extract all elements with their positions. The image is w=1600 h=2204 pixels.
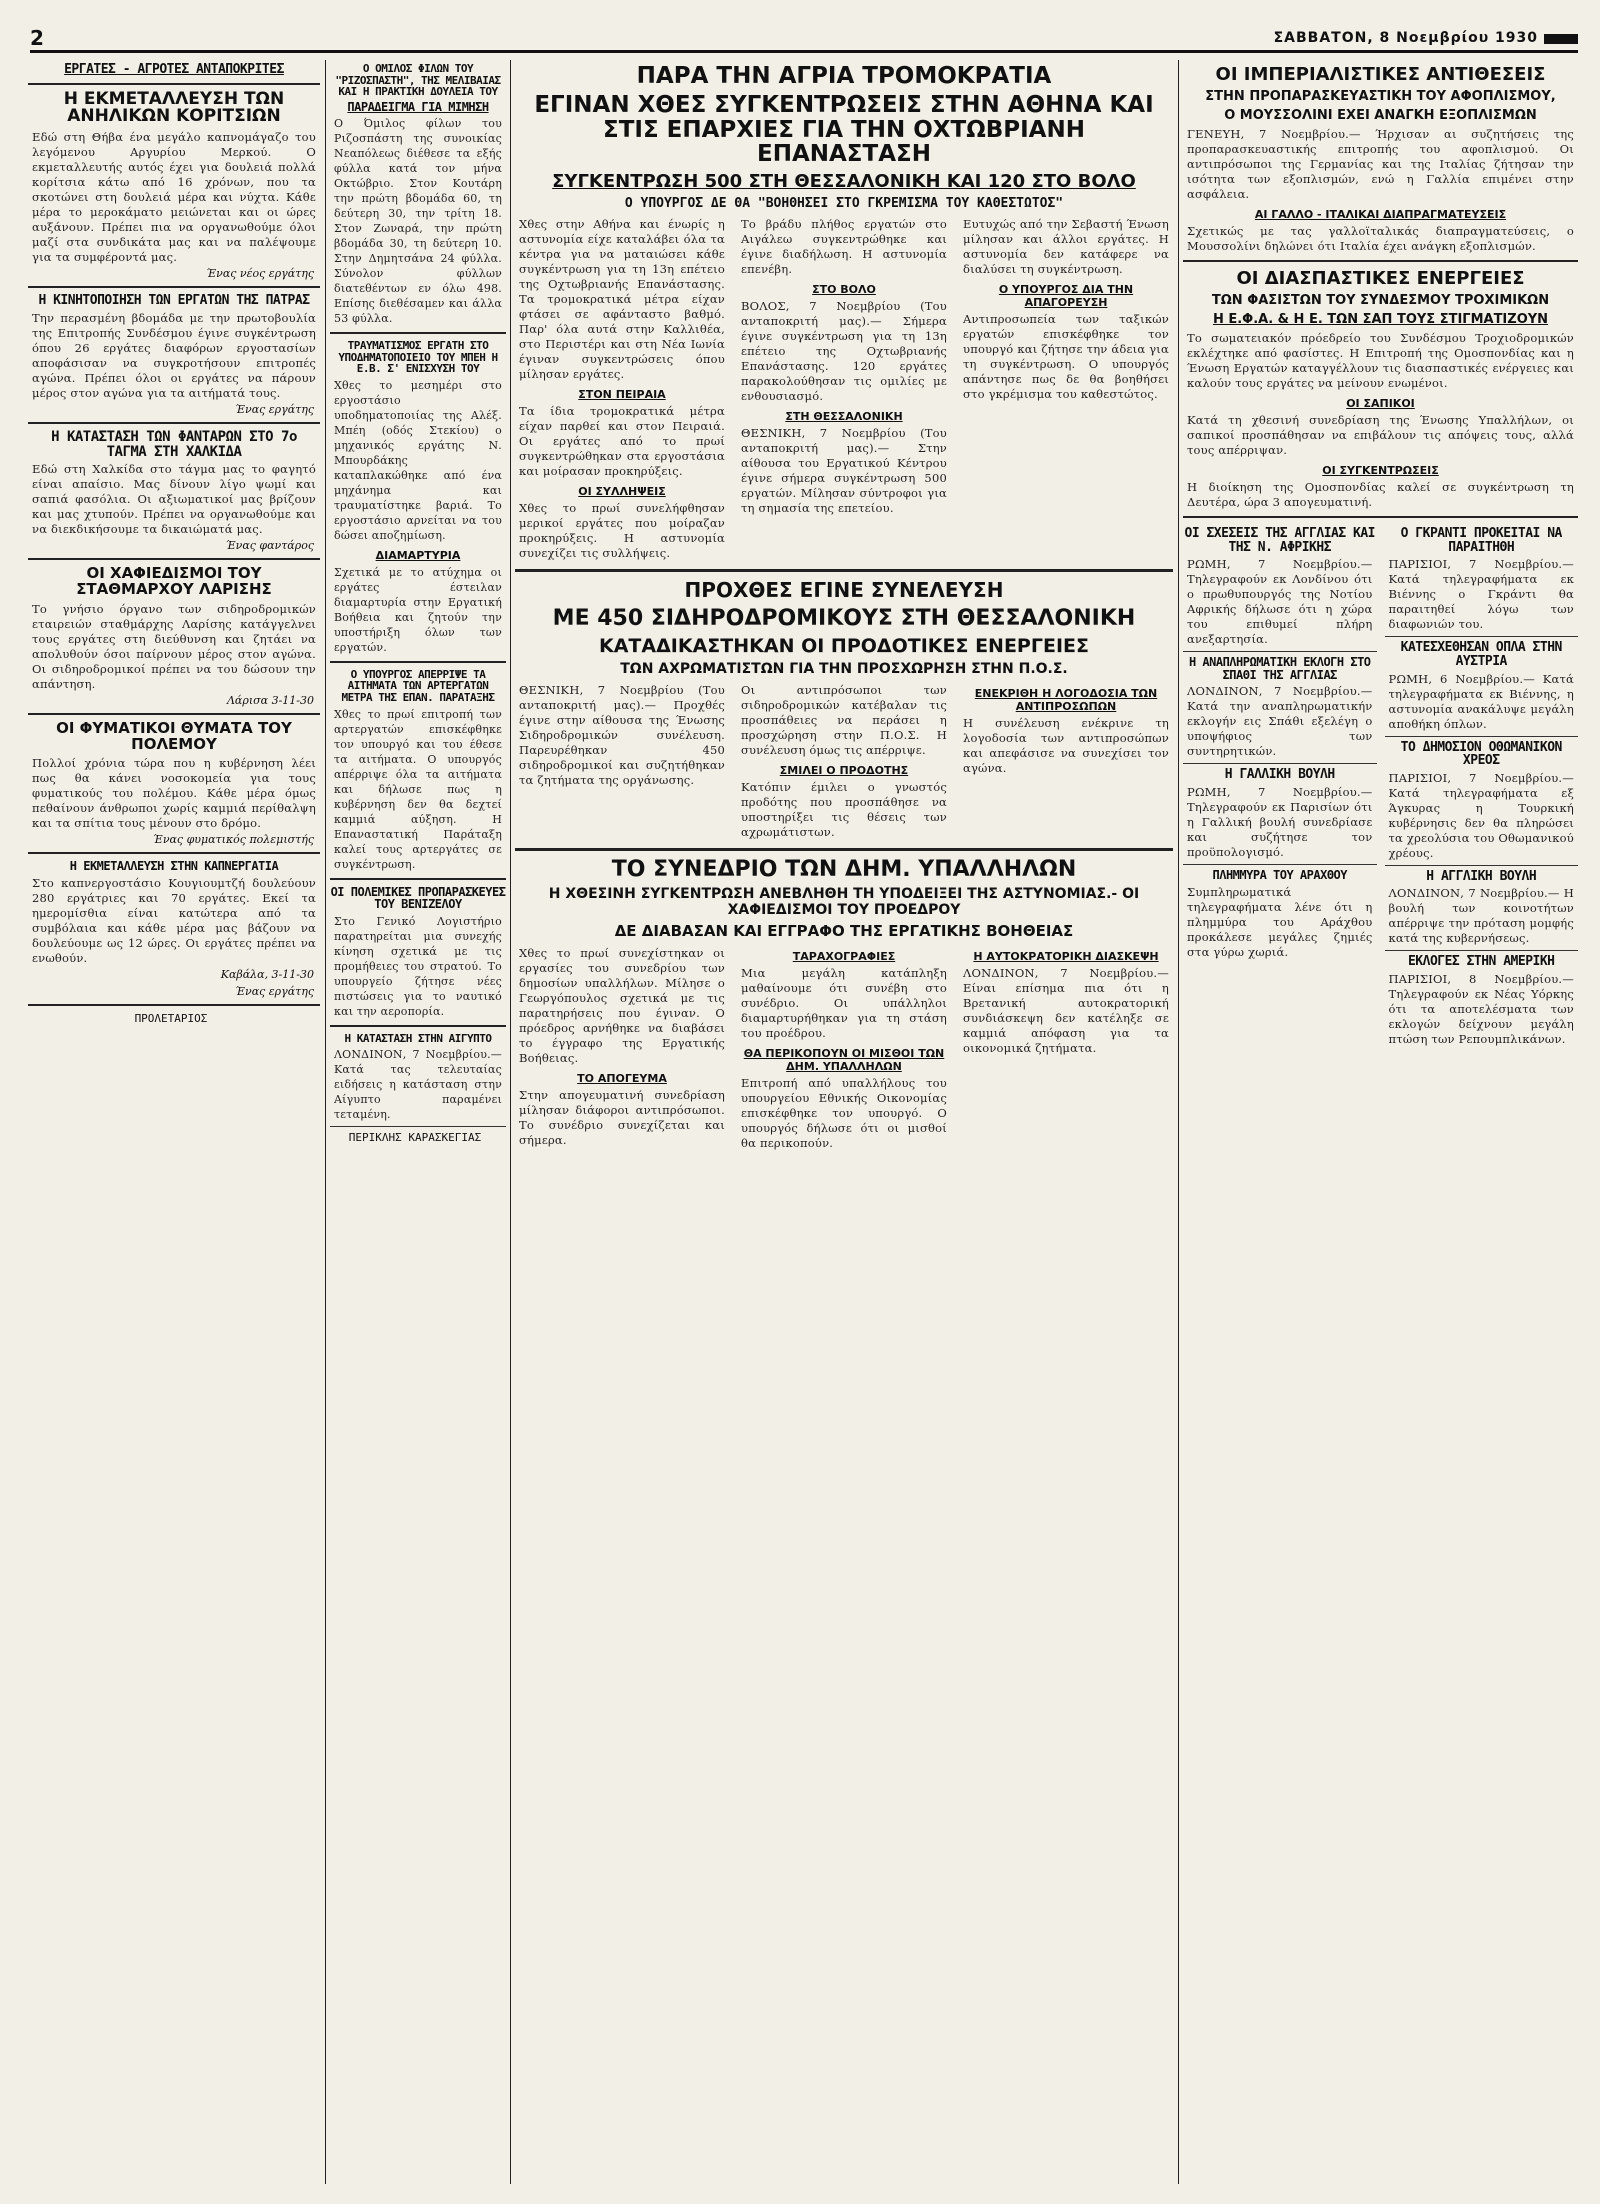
- article-body: Επιτροπή από υπαλλήλους του υπουργείου Εθνικής Οικονομίας επισκέφθηκε τον υπουργό. Ο υπουργός δήλωσε ότι οι μισθοί θα περικοπούν.: [741, 1076, 947, 1151]
- column-rule: [1178, 60, 1179, 2184]
- article-body: ΘΕΣΝΙΚΗ, 7 Νοεμβρίου (Του ανταποκριτή μας).— Προχθές έγινε στην αίθουσα της Ένωσης Σιδηροδρομικών συνέλευση. Παρευρέθηκαν 450 σιδηροδρομικοί και συζητήθηκαν τα ζητήματα της οργάνωσης.: [519, 683, 725, 788]
- article-signature: Λάρισα 3-11-30: [226, 693, 314, 707]
- article-title: ΟΙ ΙΜΠΕΡΙΑΛΙΣΤΙΚΕΣ ΑΝΤΙΘΕΣΕΙΣ: [1215, 64, 1546, 85]
- article-body: Σχετικώς με τας γαλλοϊταλικάς διαπραγματεύσεις, ο Μουσσολίνι δηλώνει ότι Ιταλία έχει ανάγκη εξοπλισμών.: [1187, 224, 1574, 253]
- article-title: ΚΑΤΕΣΧΕΘΗΣΑΝ ΟΠΛΑ ΣΤΗΝ ΑΥΣΤΡΙΑ: [1400, 640, 1562, 669]
- column-5-split: [1183, 524, 1578, 1049]
- article-body: Χθες το μεσημέρι στο εργοστάσιο υποδηματοποιίας της Αλέξ. Μπέη (οδός Στεκίου) ο μηχανικός εργάτης Ν. Μπουρδάκης καταπλακώθηκε από ένα μηχάνημα και τραυματίστηκε βαριά. Το εργοστάσιο αρνείται να του δώσει αποζημίωση.: [334, 378, 502, 542]
- low-columns: [515, 944, 1173, 1153]
- mid-headline: ΚΑΤΑΔΙΚΑΣΤΗΚΑΝ ΟΙ ΠΡΟΔΟΤΙΚΕΣ ΕΝΕΡΓΕΙΕΣ: [599, 635, 1089, 658]
- article-body: Στο Γενικό Λογιστήριο παρατηρείται μια συνεχής κίνηση σχετικά με τις προμήθειες του στρατού. Το υπουργείο ζήτησε νέες πιστώσεις για το ναυτικό και την αεροπορία.: [334, 914, 502, 1018]
- article-subtitle: Η ΑΥΤΟΚΡΑΤΟΡΙΚΗ ΔΙΑΣΚΕΨΗ: [973, 950, 1159, 964]
- article-subtitle: ΠΑΡΑΔΕΙΓΜΑ ΓΙΑ ΜΙΜΗΣΗ: [347, 99, 489, 114]
- article-body: Σχετικά με το ατύχημα οι εργάτες έστειλαν διαμαρτυρία στην Εργατική Βοήθεια και ζητούν την υποστήριξη όλων των εργατών.: [334, 565, 502, 654]
- article-body: ΘΕΣΝΙΚΗ, 7 Νοεμβρίου (Του ανταποκριτή μας).— Στην αίθουσα του Εργατικού Κέντρου έγινε σήμερα συγκέντρωση 500 εργατών. Μίλησαν σύντροφοι για τη σημασία της επετείου.: [741, 426, 947, 516]
- article-body: ΡΩΜΗ, 7 Νοεμβρίου.— Τηλεγραφούν εκ Λονδίνου ότι ο πρωθυπουργός της Νοτίου Αφρικής δήλωσε ότι η χώρα του επιθυμεί πλήρη ανεξαρτησία.: [1187, 557, 1373, 647]
- article-body: Εδώ στη Χαλκίδα στο τάγμα μας το φαγητό είναι απαίσιο. Μας δίνουν λίγο ψωμί και σαπιά φασόλια. Οι αξιωματικοί μας βρίζουν και μας χτυπούν. Πρέπει να οργανωθούμε και να διεκδικήσουμε τα δικαιώματά μας.: [32, 462, 316, 537]
- article-body: ΡΩΜΗ, 7 Νοεμβρίου.— Τηλεγραφούν εκ Παρισίων ότι η Γαλλική βουλή συνεδρίασε και συζήτησε τον προϋπολογισμό.: [1187, 785, 1373, 860]
- low-subheadline: Η ΧΘΕΣΙΝΗ ΣΥΓΚΕΝΤΡΩΣΗ ΑΝΕΒΛΗΘΗ ΤΗ ΥΠΟΔΕΙΞΕΙ ΤΗΣ ΑΣΤΥΝΟΜΙΑΣ.- ΟΙ ΧΑΦΙΕΔΙΣΜΟΙ ΤΟΥ ΠΡΟΕΔΡΟΥ: [548, 886, 1140, 919]
- article-subtitle: Ο ΜΟΥΣΣΟΛΙΝΙ ΕΧΕΙ ΑΝΑΓΚΗ ΕΞΟΠΛΙΣΜΩΝ: [1224, 108, 1537, 123]
- article-title: ΤΟ ΔΗΜΟΣΙΟΝ ΟΘΩΜΑΝΙΚΟΝ ΧΡΕΟΣ: [1400, 739, 1562, 769]
- article-subtitle: ΣΤΟΝ ΠΕΙΡΑΙΑ: [578, 388, 666, 402]
- article-subtitle: ΣΜΙΛΕΙ Ο ΠΡΟΔΟΤΗΣ: [779, 764, 909, 778]
- article-subtitle: ΣΤΗΝ ΠΡΟΠΑΡΑΣΚΕΥΑΣΤΙΚΗ ΤΟΥ ΑΦΟΠΛΙΣΜΟΥ,: [1205, 89, 1556, 104]
- article-signature: Ένας φαντάρος: [225, 539, 314, 553]
- column-footer: ΠΡΟΛΕΤΑΡΙΟΣ: [134, 1011, 208, 1025]
- article-body: ΡΩΜΗ, 6 Νοεμβρίου.— Κατά τηλεγραφήματα εκ Βιέννης, η αστυνομία ανακάλυψε μεγάλη αποθήκη όπλων.: [1388, 671, 1574, 731]
- header-bar: [1544, 34, 1578, 44]
- article-subtitle: ΟΙ ΣΥΛΛΗΨΕΙΣ: [578, 485, 666, 499]
- article-title: ΟΙ ΠΟΛΕΜΙΚΕΣ ΠΡΟΠΑΡΑΣΚΕΥΕΣ ΤΟΥ ΒΕΝΙΖΕΛΟΥ: [330, 884, 506, 912]
- page-number: 2: [30, 26, 44, 50]
- article-title: Ο ΟΜΙΛΟΣ ΦΙΛΩΝ ΤΟΥ "ΡΙΖΟΣΠΑΣΤΗ", ΤΗΣ ΜΕΛΙΒΑΙΑΣ ΚΑΙ Η ΠΡΑΚΤΙΚΗ ΔΟΥΛΕΙΑ ΤΟΥ: [335, 62, 501, 99]
- article-subtitle: ΘΑ ΠΕΡΙΚΟΠΟΥΝ ΟΙ ΜΙΣΘΟΙ ΤΩΝ ΔΗΜ. ΥΠΑΛΛΗΛΩΝ: [743, 1047, 945, 1074]
- article-subtitle: ΣΤΗ ΘΕΣΣΑΛΟΝΙΚΗ: [785, 410, 903, 424]
- article-title: ΟΙ ΦΥΜΑΤΙΚΟΙ ΘΥΜΑΤΑ ΤΟΥ ΠΟΛΕΜΟΥ: [56, 718, 292, 753]
- low-subheadline: ΔΕ ΔΙΑΒΑΣΑΝ ΚΑΙ ΕΓΓΡΑΦΟ ΤΗΣ ΕΡΓΑΤΙΚΗΣ ΒΟΗΘΕΙΑΣ: [614, 922, 1074, 941]
- article-body: Αντιπροσωπεία των ταξικών εργατών επισκέφθηκε τον υπουργό και ζήτησε την άδεια για τη συγκέντρωση. Ο υπουργός απάντησε πως δε θα βοηθήσει στο γκρέμισμα του καθεστώτος.: [963, 312, 1169, 402]
- main-columns: [515, 215, 1173, 563]
- column-rule: [325, 60, 326, 2184]
- column-5: [1183, 60, 1578, 1049]
- article-subtitle: ΟΙ ΣΥΓΚΕΝΤΡΩΣΕΙΣ: [1322, 464, 1439, 477]
- article-body: Χθες το πρωί συνεχίστηκαν οι εργασίες του συνεδρίου των δημοσίων υπαλλήλων. Μίλησε ο Γεωργόπουλος σχετικά με τις παρατηρήσεις που έγιναν. Ο πρόεδρος αρνήθηκε να διαβάσει το έγγραφο της Εργατικής Βοήθειας.: [519, 946, 725, 1066]
- article-subtitle: Η Ε.Φ.Α. & Η Ε. ΤΩΝ ΣΑΠ ΤΟΥΣ ΣΤΙΓΜΑΤΙΖΟΥΝ: [1212, 312, 1549, 327]
- article-body: Η συνέλευση ενέκρινε τη λογοδοσία των αντιπροσώπων και απεφάσισε να συνεχίσει τον αγώνα.: [963, 716, 1169, 776]
- article-title: Η ΑΝΑΠΛΗΡΩΜΑΤΙΚΗ ΕΚΛΟΓΗ ΣΤΟ ΣΠΑΘΙ ΤΗΣ ΑΓΓΛΙΑΣ: [1188, 655, 1371, 682]
- article-body: Την περασμένη βδομάδα με την πρωτοβουλία της Επιτροπής Συνδέσμου έγινε συγκέντρωση όπου 26 εργάτες διαφόρων εργοστασίων αποφάσισαν να συγκροτήσουν επιτροπές αγώνα. Πρέπει όλοι οι εργάτες να πάρουν μέρος στον αγώνα για τα αιτήματά τους.: [32, 310, 316, 400]
- article-body: ΛΟΝΔΙΝΟΝ, 7 Νοεμβρίου.—Κατά τας τελευταίας ειδήσεις η κατάσταση στην Αίγυπτο παραμένει τεταμένη.: [334, 1048, 502, 1122]
- article-title: Η ΚΙΝΗΤΟΠΟΙΗΣΗ ΤΩΝ ΕΡΓΑΤΩΝ ΤΗΣ ΠΑΤΡΑΣ: [38, 293, 310, 309]
- article-body: Κατά τη χθεσινή συνεδρίαση της Ένωσης Υπαλλήλων, οι σαπικοί προσπάθησαν να επιβάλουν τις απόψεις τους, αλλά τους απέρριψαν.: [1187, 413, 1574, 457]
- article-body: Τα ίδια τρομοκρατικά μέτρα είχαν παρθεί και στον Πειραιά. Οι εργάτες από το πρωί συγκεντρώθηκαν στα εργοστάσια και μοίρασαν προκηρύξεις.: [519, 404, 725, 479]
- article-title: Η ΕΚΜΕΤΑΛΛΕΥΣΗ ΤΩΝ ΑΝΗΛΙΚΩΝ ΚΟΡΙΤΣΙΩΝ: [63, 88, 285, 127]
- article-signature: Ένας εργάτης: [235, 402, 314, 416]
- article-body: Χθες στην Αθήνα και ένωρίς η αστυνομία είχε καταλάβει όλα τα κέντρα για να ματαιώσει κάθε συγκέντρωση για τη 13η επέτειο της Οχτωβριανής Επανάστασης. Τα τρομοκρατικά μέτρα είχαν φτάσει σε αφάνταστο βαθμό. Παρ' όλα αυτά στην Καλλιθέα, στο Περιστέρι και στη Νέα Ιωνία έγιναν συγκεντρώσεις όπου μίλησαν εργάτες.: [519, 217, 725, 382]
- main-section: [515, 60, 1173, 1153]
- article-subtitle: Ο ΥΠΟΥΡΓΟΣ ΔΙΑ ΤΗΝ ΑΠΑΓΟΡΕΥΣΗ: [998, 283, 1134, 310]
- page-date: ΣΑΒΒΑΤΟΝ, 8 Νοεμβρίου 1930: [1273, 30, 1538, 46]
- article-body: Ο Όμιλος φίλων του Ριζοσπάστη της συνοικίας Νεαπόλεως διέθεσε τα εξής φύλλα κατά τον μήνα Οκτώβριο. Στον Κουτάρη την πρώτη βδομάδα 60, τη δεύτερη 30, την τρίτη 18. Στον Ζωναρά, την πρώτη βδομάδα 30, τη δεύτερη 10. Στην Δημητσάνα 24 φύλλα. Σύνολον φύλλων διατεθέντων εν όλω 498. Επίσης διεθέσαμεν και άλλα 53 φύλλα.: [334, 117, 502, 326]
- section-title: ΕΡΓΑΤΕΣ - ΑΓΡΟΤΕΣ ΑΝΤΑΠΟΚΡΙΤΕΣ: [64, 62, 284, 77]
- article-title: Η ΚΑΤΑΣΤΑΣΗ ΣΤΗΝ ΑΙΓΥΠΤΟ: [344, 1031, 492, 1045]
- mid-subheadline: ΤΩΝ ΑΧΡΩΜΑΤΙΣΤΩΝ ΓΙΑ ΤΗΝ ΠΡΟΣΧΩΡΗΣΗ ΣΤΗΝ Π.Ο.Σ.: [620, 661, 1068, 678]
- article-title: ΕΚΛΟΓΕΣ ΣΤΗΝ ΑΜΕΡΙΚΗ: [1407, 954, 1555, 970]
- mid-headline: ΠΡΟΧΘΕΣ ΕΓΙΝΕ ΣΥΝΕΛΕΥΣΗ: [684, 578, 1004, 603]
- article-title: Η ΑΓΓΛΙΚΗ ΒΟΥΛΗ: [1426, 868, 1537, 884]
- article-body: ΛΟΝΔΙΝΟΝ, 7 Νοεμβρίου.— Η βουλή των κοινοτήτων απέρριψε την πρόταση μομφής κατά της κυβερνήσεως.: [1388, 886, 1574, 946]
- article-body: Στο καπνεργοστάσιο Κουγιουμτζή δουλεύουν 280 εργάτριες και 70 εργάτες. Εκεί τα ημερομίσθια είναι κατώτερα από τα συμβόλαια και κάθε μέρα μας βάζουν να δουλεύουμε ως 12 ώρες. Οι εργάτες πρέπει να ενωθούν.: [32, 875, 316, 965]
- article-signature: Καβάλα, 3-11-30: [220, 967, 314, 981]
- column-rule: [510, 60, 511, 2184]
- article-body: Το βράδυ πλήθος εργατών στο Αιγάλεω συγκεντρώθηκε και έγινε διαδήλωση. Η αστυνομία επενέβη.: [741, 217, 947, 277]
- article-body: Χθες το πρωί συνελήφθησαν μερικοί εργάτες που μοίραζαν προκηρύξεις. Η αστυνομία συνεχίζει τις συλλήψεις.: [519, 501, 725, 561]
- article-body: ΠΑΡΙΣΙΟΙ, 8 Νοεμβρίου.— Τηλεγραφούν εκ Νέας Υόρκης ότι τα αποτελέσματα των εκλογών δείχνουν μεγάλη πτώση των Ρεπουμπλικάνων.: [1388, 972, 1574, 1047]
- column-2: [330, 60, 506, 1148]
- article-body: Χθες το πρωί επιτροπή των αρτεργατών επισκέφθηκε τον υπουργό και του έθεσε τα αιτήματα. Ο υπουργός απέρριψε όλα τα αιτήματα και δήλωσε πως η κυβέρνηση δεν θα δεχτεί καμμιά αύξηση. Η Επαναστατική Παράταξη καλεί τους αρτεργάτες σε συγκέντρωση.: [334, 707, 502, 871]
- column-1: [28, 60, 320, 1029]
- article-subtitle: ΔΙΑΜΑΡΤΥΡΙΑ: [375, 548, 461, 562]
- article-body: Στην απογευματινή συνεδρίαση μίλησαν διάφοροι αντιπρόσωποι. Το συνέδριο συνεχίζεται και σήμερα.: [519, 1088, 725, 1148]
- article-title: ΠΛΗΜΜΥΡΑ ΤΟΥ ΑΡΑΧΘΟΥ: [1212, 868, 1347, 883]
- article-title: Ο ΥΠΟΥΡΓΟΣ ΑΠΕΡΡΙΨΕ ΤΑ ΑΙΤΗΜΑΤΑ ΤΩΝ ΑΡΤΕΡΓΑΤΩΝ ΜΕΤΡΑ ΤΗΣ ΕΠΑΝ. ΠΑΡΑΤΑΞΗΣ: [341, 667, 495, 704]
- page-header: [30, 26, 1578, 53]
- article-subtitle: ΟΙ ΣΑΠΙΚΟΙ: [1346, 397, 1415, 410]
- article-title: ΟΙ ΣΧΕΣΕΙΣ ΤΗΣ ΑΓΓΛΙΑΣ ΚΑΙ ΤΗΣ Ν. ΑΦΡΙΚΗΣ: [1184, 526, 1375, 555]
- article-body: Οι αντιπρόσωποι των σιδηροδρομικών κατέβαλαν τις προσπάθειες να περάσει η προσχώρηση στην Π.Ο.Σ. Η συνέλευση όμως τις απέρριψε.: [741, 683, 947, 758]
- article-body: Το γνήσιο όργανο των σιδηροδρομικών εταιρειών σταθμάρχης Λαρίσης κατάγγελνει τους εργάτες στη διεύθυνση και ζητάει να απολυθούν όσοι παίρνουν μέρος στον αγώνα. Οι σιδηροδρομικοί πρέπει να του δώσουν την απάντηση.: [32, 601, 316, 691]
- article-body: Κατόπιν έμιλει ο γνωστός προδότης που προσπάθησε να υποστηρίξει τις θέσεις των αχρωμάτιστων.: [741, 780, 947, 840]
- article-body: ΒΟΛΟΣ, 7 Νοεμβρίου (Του ανταποκριτή μας).— Σήμερα έγινε συγκέντρωση για τη 13η επέτειο της Οχτωβριανής Επανάστασης. 120 εργάτες παρακολούθησαν τις ομιλίες με ενθουσιασμό.: [741, 299, 947, 404]
- article-body: Πολλοί χρόνια τώρα που η κυβέρνηση λέει πως θα κάνει νοσοκομεία για τους φυματικούς του πολέμου. Κάθε μέρα όμως πεθαίνουν άνθρωποι χωρίς καμμιά περίθαλψη και τα σπίτια τους μένουν στο δρόμο.: [32, 756, 316, 831]
- article-subtitle: ΣΤΟ ΒΟΛΟ: [812, 283, 876, 297]
- article-subtitle: ΤΟ ΑΠΟΓΕΥΜΑ: [577, 1072, 667, 1086]
- low-headline: ΤΟ ΣΥΝΕΔΡΙΟ ΤΩΝ ΔΗΜ. ΥΠΑΛΛΗΛΩΝ: [611, 857, 1077, 883]
- article-subtitle: ΕΝΕΚΡΙΘΗ Η ΛΟΓΟΔΟΣΙΑ ΤΩΝ ΑΝΤΙΠΡΟΣΩΠΩΝ: [974, 687, 1158, 714]
- article-body: Εδώ στη Θήβα ένα μεγάλο καπνομάγαζο του λεγόμενου Αργυρίου Μερκού. Ο εκμεταλλευτής αυτός έχει για δουλειά πολλά κορίτσια κάτω από 16 χρόνων, που τα σκοτώνει στη δουλειά μέρα και νύχτα. Κάθε μέρα το μεροκάματο μειώνεται και οι ώρες αυξάνουν. Πρέπει πια να οργανωθούμε όλοι μαζί στα συνδικάτα μας και να παλέψουμε για τα συμφέροντά μας.: [32, 130, 316, 265]
- article-body: ΠΑΡΙΣΙΟΙ, 7 Νοεμβρίου.— Κατά τηλεγραφήματα εξ Άγκυρας η Τουρκική κυβέρνησις δεν θα πληρώσει τα χρεολύσια του Οθωμανικού χρέους.: [1388, 770, 1574, 860]
- article-body: Ευτυχώς από την Σεβαστή Ένωση μίλησαν και άλλοι εργάτες. Η αστυνομία δεν κατάφερε να διαλύσει τη συγκέντρωση.: [963, 217, 1169, 277]
- mid-columns: [515, 681, 1173, 842]
- article-subtitle: ΤΑΡΑΧΟΓΡΑΦΙΕΣ: [792, 950, 896, 964]
- main-subheadline: Ο ΥΠΟΥΡΓΟΣ ΔΕ ΘΑ "ΒΟΗΘΗΣΕΙ ΣΤΟ ΓΚΡΕΜΙΣΜΑ ΤΟΥ ΚΑΘΕΣΤΩΤΟΣ": [624, 196, 1064, 212]
- article-signature: Ένας νέος εργάτης: [206, 267, 314, 281]
- mid-headline: ΜΕ 450 ΣΙΔΗΡΟΔΡΟΜΙΚΟΥΣ ΣΤΗ ΘΕΣΣΑΛΟΝΙΚΗ: [552, 606, 1136, 632]
- article-body: ΠΑΡΙΣΙΟΙ, 7 Νοεμβρίου.— Κατά τηλεγραφήματα εκ Βιέννης ο Γκράντι θα παραιτηθεί λόγω των διαφωνιών του.: [1388, 557, 1574, 632]
- article-body: ΓΕΝΕΥΗ, 7 Νοεμβρίου.— Ήρχισαν αι συζητήσεις της προπαρασκευαστικής επιτροπής του αφοπλισμού. Οι αντιπρόσωποι της Γερμανίας και της Ιταλίας ζήτησαν την ισότητα των εξοπλισμών, ενώ η Γαλλία επιμένει στην ασφάλεια.: [1187, 127, 1574, 201]
- article-body: Το σωματειακόν πρόεδρείο του Συνδέσμου Τροχιοδρομικών εκλέχτηκε από φασίστες. Η Επιτροπή της Ομοσπονδίας και η Ένωση Εργατών καταγγέλλουν τις διασπαστικές ενέργειες και καλούν τους εργάτες να μείνουν ενωμένοι.: [1187, 331, 1574, 390]
- column-footer: ΠΕΡΙΚΛΗΣ ΚΑΡΑΣΚΕΓΙΑΣ: [348, 1131, 482, 1145]
- article-body: ΛΟΝΔΙΝΟΝ, 7 Νοεμβρίου.— Κατά την αναπληρωματικήν εκλογήν εις Σπάθι εξελέγη ο υποψήφιος των συντηρητικών.: [1187, 684, 1373, 759]
- main-headline: ΠΑΡΑ ΤΗΝ ΑΓΡΙΑ ΤΡΟΜΟΚΡΑΤΙΑ: [636, 63, 1052, 89]
- article-body: ΛΟΝΔΙΝΟΝ, 7 Νοεμβρίου.— Είναι επίσημα πια ότι η Βρετανική αυτοκρατορική συνδιάσκεψη δεν κατέληξε σε καμμιά απόφαση για τα οικονομικά ζητήματα.: [963, 966, 1169, 1056]
- article-subtitle: ΑΙ ΓΑΛΛΟ - ΙΤΑΛΙΚΑΙ ΔΙΑΠΡΑΓΜΑΤΕΥΣΕΙΣ: [1254, 208, 1507, 221]
- article-title: Η ΚΑΤΑΣΤΑΣΗ ΤΩΝ ΦΑΝΤΑΡΩΝ ΣΤΟ 7ο ΤΑΓΜΑ ΣΤΗ ΧΑΛΚΙΔΑ: [51, 428, 297, 460]
- main-headline: ΕΓΙΝΑΝ ΧΘΕΣ ΣΥΓΚΕΝΤΡΩΣΕΙΣ ΣΤΗΝ ΑΘΗΝΑ ΚΑΙ ΣΤΙΣ ΕΠΑΡΧΙΕΣ ΓΙΑ ΤΗΝ ΟΧΤΩΒΡΙΑΝΗ ΕΠΑΝΑΣΤΑΣΗ: [534, 91, 1154, 168]
- main-subheadline: ΣΥΓΚΕΝΤΡΩΣΗ 500 ΣΤΗ ΘΕΣΣΑΛΟΝΙΚΗ ΚΑΙ 120 ΣΤΟ ΒΟΛΟ: [552, 171, 1136, 193]
- article-title: Η ΓΑΛΛΙΚΗ ΒΟΥΛΗ: [1224, 767, 1335, 783]
- article-body: Συμπληρωματικά τηλεγραφήματα λένε ότι η πλημμύρα του Αράχθου προκάλεσε μεγάλες ζημιές στα γύρω χωριά.: [1187, 884, 1373, 959]
- article-subtitle: ΤΩΝ ΦΑΣΙΣΤΩΝ ΤΟΥ ΣΥΝΔΕΣΜΟΥ ΤΡΟΧΙΜΙΚΩΝ: [1211, 293, 1550, 308]
- article-title: ΟΙ ΔΙΑΣΠΑΣΤΙΚΕΣ ΕΝΕΡΓΕΙΕΣ: [1236, 268, 1525, 289]
- article-title: Η ΕΚΜΕΤΑΛΛΕΥΣΗ ΣΤΗΝ ΚΑΠΝΕΡΓΑΤΙΑ: [69, 859, 279, 874]
- article-title: ΟΙ ΧΑΦΙΕΔΙΣΜΟΙ ΤΟΥ ΣΤΑΘΜΑΡΧΟΥ ΛΑΡΙΣΗΣ: [76, 564, 272, 599]
- article-title: ΤΡΑΥΜΑΤΙΣΜΟΣ ΕΡΓΑΤΗ ΣΤΟ ΥΠΟΔΗΜΑΤΟΠΟΙΕΙΟ ΤΟΥ ΜΠΕΗ Η Ε.Β. Σ' ΕΝΙΣΧΥΣΗ ΤΟΥ: [338, 339, 498, 376]
- article-signature: Ένας φυματικός πολεμιστής: [152, 833, 314, 847]
- article-body: Η διοίκηση της Ομοσπονδίας καλεί σε συγκέντρωση τη Δευτέρα, ώρα 3 απογευματινή.: [1187, 480, 1574, 509]
- article-signature: Ένας εργάτης: [235, 984, 314, 998]
- article-body: Μια μεγάλη κατάπληξη μαθαίνουμε ότι συνέβη στο συνέδριο. Οι υπάλληλοι διαμαρτυρήθηκαν για τη στάση του προέδρου.: [741, 966, 947, 1041]
- article-title: Ο ΓΚΡΑΝΤΙ ΠΡΟΚΕΙΤΑΙ ΝΑ ΠΑΡΑΙΤΗΘΗ: [1400, 526, 1562, 555]
